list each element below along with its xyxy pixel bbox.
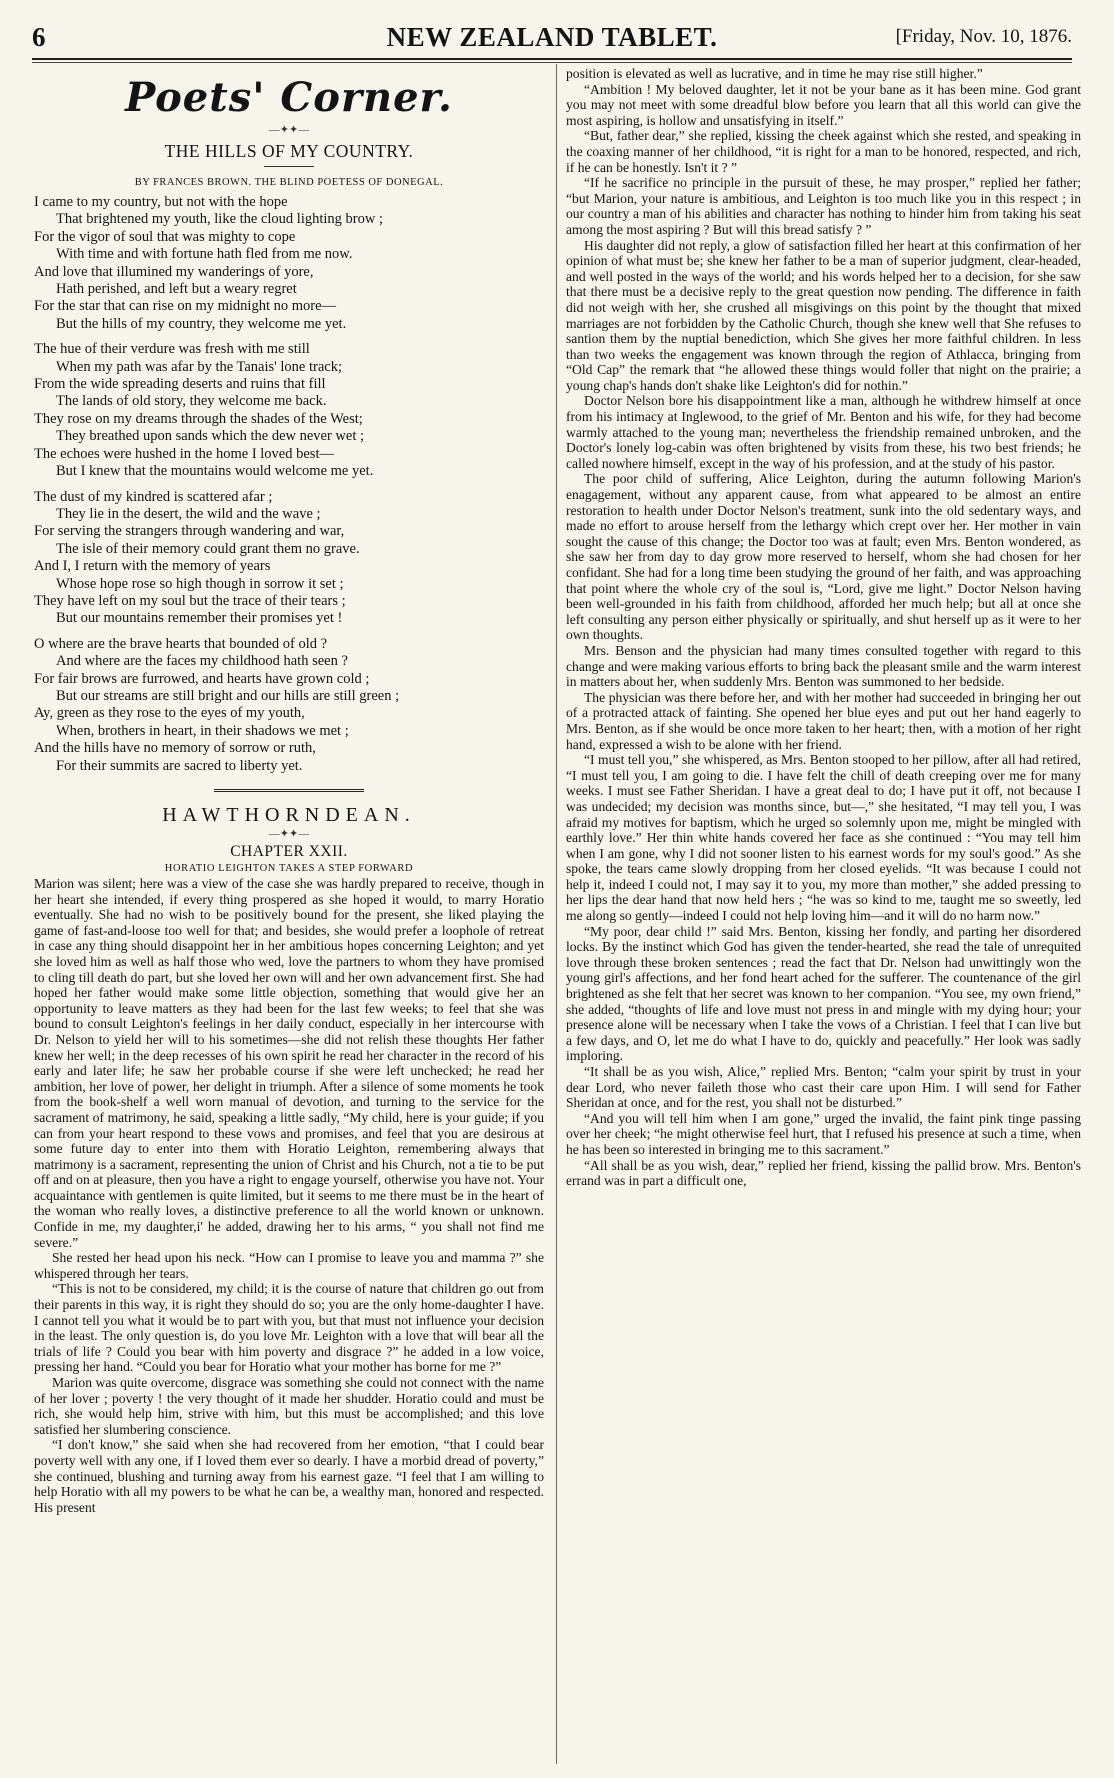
poem-line: O where are the brave hearts that bounded of old ? (34, 635, 328, 652)
story-paragraph: “It shall be as you wish, Alice,” replied Mrs. Benton; “calm your spirit by trust in your dear Lord, who never faileth those who cast their care upon Him. I will send for Father Sheridan at once, and for the rest, you shall not be disturbed.” (566, 1064, 1081, 1111)
left-column (34, 66, 544, 1766)
poem-stanza (34, 636, 544, 775)
serial-title: HAWTHORNDEAN. (162, 804, 416, 826)
header-rule (32, 62, 1072, 63)
poem-line: For the vigor of soul that was mighty to cope (34, 228, 296, 245)
poem-line: And the hills have no memory of sorrow or ruth, (34, 740, 316, 757)
poem-line: When my path was afar by the Tanais' lone track; (56, 358, 342, 375)
poem-stanza (34, 489, 544, 628)
page-number: 6 (32, 22, 46, 52)
ornament: —✦✦— (268, 828, 310, 840)
poem-line: Ay, green as they rose to the eyes of my youth, (34, 705, 305, 722)
story-paragraph: “And you will tell him when I am gone,” urged the invalid, the faint pink tinge passing over her cheek; “he might otherwise feel hurt, that I refused his presence at such a time, when he has been so interested in bringing me to this sacrament.” (566, 1110, 1081, 1157)
poem-line: For fair brows are furrowed, and hearts have grown cold ; (34, 670, 370, 687)
poem-line: With time and with fortune hath fled from me now. (56, 246, 353, 263)
poem-line: But I knew that the mountains would welcome me yet. (56, 463, 374, 480)
story-paragraph: Doctor Nelson bore his disappointment like a man, although he withdrew himself at once from his intimacy at Inglewood, to the grief of Mr. Benton and his wife, for they had become warmly attached to the young man; nevertheless the friendship remained unbroken, and the Doctor's lonely log-cabin was often brightened by visits from these, his two best friends; he called nowhere himself, except in the way of his profession, and at the study of his pastor. (566, 393, 1081, 471)
poem-line: But our streams are still bright and our hills are still green ; (56, 687, 400, 704)
poem-line: The isle of their memory could grant them no grave. (56, 540, 360, 557)
poem-line: But our mountains remember their promises yet ! (56, 610, 343, 627)
story-paragraph: “But, father dear,” she replied, kissing the cheek against which she rested, and speaking in the coaxing manner of her childhood, “it is right for a man to be honored, respected, and rich, if he can be honestly. Isn't it ? ” (566, 128, 1081, 175)
chapter-subtitle: HORATIO LEIGHTON TAKES A STEP FORWARD (164, 863, 414, 874)
poem-line: They have left on my soul but the trace of their tears ; (34, 592, 346, 609)
poem-line: When, brothers in heart, in their shadows we met ; (56, 722, 349, 739)
poem-stanza (34, 194, 544, 333)
chapter-heading: CHAPTER XXII. (230, 843, 348, 860)
column-divider (556, 64, 557, 1764)
story-paragraph: “I don't know,” she said when she had recovered from her emotion, “that I could bear poverty well with any one, if I loved them ever so dearly. I have a morbid dread of poverty,” she continued, blushing and turning away from his earnest gaze. “I feel that I am willing to help Horatio with all my powers to be what he can be, a wealthy man, honored and respected. His present (34, 1437, 544, 1515)
poem-line: From the wide spreading deserts and ruins that fill (34, 376, 326, 393)
poem-line: That brightened my youth, like the cloud lighting brow ; (56, 211, 384, 228)
poem-line: They rose on my dreams through the shades of the West; (34, 410, 363, 427)
section-title-poets-corner: Poets' Corner. (125, 74, 453, 121)
story-text-left (34, 876, 544, 1515)
ornament: —✦✦— (268, 124, 310, 136)
story-paragraph: position is elevated as well as lucrative, and in time he may rise still higher.” (566, 66, 983, 81)
poem-line: And where are the faces my childhood hath seen ? (56, 653, 348, 670)
story-text-right (566, 66, 1081, 1189)
poem-line: Hath perished, and left but a weary regret (56, 281, 297, 298)
poem-line: Whose hope rose so high though in sorrow it set ; (56, 575, 344, 592)
right-column (566, 66, 1081, 1766)
poem-line: But the hills of my country, they welcome me yet. (56, 315, 347, 332)
story-paragraph: “This is not to be considered, my child; it is the course of nature that children go out from their parents in this way, it is right they should do so; you are the only home-daughter I have. I cannot tell you what it would be to part with you, but that must not influence your decision in the least. The only question is, do you love Mr. Leighton with a love that will bear all the trials of life ? Could you bear with him poverty and disgrace ?” he added in a low voice, pressing her hand. “Could you bear for Horatio what your mother has borne for me ?” (34, 1281, 544, 1375)
poem-body (34, 194, 544, 775)
poem-line: For serving the strangers through wandering and war, (34, 523, 345, 540)
title-rule (264, 166, 314, 167)
section-separator (214, 789, 364, 794)
poem-line: The hue of their verdure was fresh with me still (34, 341, 310, 358)
story-paragraph: The physician was there before her, and with her mother had succeeded in bringing her out of a protracted attack of fainting. She opened her blue eyes and put out her hand eagerly to Mrs. Benton, as if she would be once more taken to her heart; then, with a motion of her right hand, expressed a wish to be alone with her friend. (566, 689, 1081, 752)
publication-title: NEW ZEALAND TABLET. (386, 22, 718, 52)
poem-title: THE HILLS OF MY COUNTRY. (164, 141, 414, 161)
story-paragraph: “If he sacrifice no principle in the pursuit of these, he may prosper,” replied her father; “but Marion, your nature is ambitious, and Leighton is too much like you in this respect ; in our country a man of his abilities and character has nothing to hinder him from taking his seat among the most aspiring ? But will this bread satisfy ? ” (566, 175, 1081, 237)
poem-line: They breathed upon sands which the dew never wet ; (56, 428, 365, 445)
story-paragraph: Mrs. Benson and the physician had many times consulted together with regard to this change and were making various efforts to bring back the pleasant smile and the warm interest in matters about her, when suddenly Mrs. Benton was summoned to her bedside. (566, 642, 1081, 690)
story-paragraph: She rested her head upon his neck. “How can I promise to leave you and mamma ?” she whispered through her tears. (34, 1250, 544, 1281)
story-paragraph: “All shall be as you wish, dear,” replied her friend, kissing the pallid brow. Mrs. Benton's errand was in part a difficult one, (566, 1157, 1081, 1189)
poem-line: And I, I return with the memory of years (34, 558, 271, 575)
poem-line: The echoes were hushed in the home I loved best— (34, 445, 334, 462)
story-paragraph: Marion was silent; here was a view of the case she was hardly prepared to receive, though in her heart she intended, if every thing prospered as she hoped it would, to marry Horatio eventually. She had no wish to be positively bound for the present, she liked playing the game of fast-and-loose too well for that; and besides, she would prefer a loophole of retreat in case any thing should disappoint her in her ambitious hopes concerning Leighton; and yet she loved him as well as half those who wed, love the partners to whom they have promised to cling till death do part, but she loved her own will and her own advancement first. She had hoped her father would make some little objection, something that would give her an opportunity to leave matters as they had been for the last few weeks; to feel that she was bound to consult Leighton's feelings in her daily conduct, especially in her intercourse with Dr. Nelson to yield her will to his sometimes—she did not relish these thoughts Her father knew her well; in the deep recesses of his own spirit he read her character in the record of his early and later life; he saw her probable course if she were left unchecked; he read her ambition, her love of power, her delight in triumph. After a silence of some moments he took from the book-shelf a well worn manual of devotion, and turning to the service for the sacrament of matrimony, he said, speaking a little sadly, “My child, here is your guide; if you can from your heart respond to these vows and promises, and feel that you are desirous at some future day to enter into them with Horatio Leighton, remembering always that matrimony is a sacrament, representing the union of Christ and his Church, not a tie to be put off and on at pleasure, then you have a right to engage yourself, otherwise you have not. Your acquaintance with gentlemen is quite limited, but it seems to me there must be in the heart of the woman who really loves, a distinctive preference to all the world known or unknown. Confide in me, my daughter,i' he added, drawing her to his arms, “ you shall not find me severe.” (34, 876, 544, 1250)
issue-date: [Friday, Nov. 10, 1876. (895, 26, 1072, 47)
story-paragraph: His daughter did not reply, a glow of satisfaction filled her heart at this confirmation of her opinion of what must be; she knew her father to be a man of superior judgment, clear-headed, and well posted in the ways of the world; and his words helped her to a decision, for she saw that there must be a decisive reply to the great question now pending. The difference in faith did not weigh with her, she crushed all misgivings on this point by the thought that mixed marriages are not forbidden by the Catholic Church, though she knew well that She refuses to santion them by the nuptial benediction, which She gives her more faithful children. In less than two weeks the engagement was known through the region of Athlacca, bringing from “Old Cap” the remark that “he allowed these things would foller that night on the prairie; a young chap's hands don't shake like Leighton's did for nothin.” (566, 237, 1081, 393)
poem-line: I came to my country, but not with the hope (34, 194, 288, 210)
poem-line: The dust of my kindred is scattered afar ; (34, 488, 273, 505)
poem-line: For the star that can rise on my midnight no more— (34, 298, 337, 315)
story-paragraph: “I must tell you,” she whispered, as Mrs. Benton stooped to her pillow, after all had retired, “I must tell you, I am going to die. I have felt the chill of death creeping over me for many weeks. I must see Father Sheridan. I have a great deal to do; I have put it off, not because I was undecided; my decision was months since, but—,” she hesitated, “I may tell you, I was afraid my motives for baptism, which he urged so solemnly upon me, might be mingled with earthly love.” Her thin white hands covered her face as she continued : “You may tell him when I am gone, why I did not sooner listen to his earnest words for my soul's good.” As she spoke, the tears came slowly dropping from her closed eyelids. “It was because I could not help it, indeed I could not, I may say it to you, my more than mother,” she added pressing to her lips the dear hand that now held hers ; “he was so kind to me, taught me so sweetly, led me along so gently—indeed I could not help loving him—and it will do no harm now.” (566, 752, 1081, 924)
story-paragraph: Marion was quite overcome, disgrace was something she could not connect with the name of her lover ; poverty ! the very thought of it made her shudder. Horatio could and must be rich, she would help him, strive with him, but this must be accomplished; and this love satisfied her slumbering conscience. (34, 1375, 544, 1437)
poem-line: And love that illumined my wanderings of yore, (34, 263, 314, 280)
story-paragraph: “My poor, dear child !” said Mrs. Benton, kissing her fondly, and parting her disordered locks. By the instinct which God has given the tender-hearted, she read the tale of unrequited love through these broken sentences ; read the fact that Dr. Nelson had unwittingly won the young girl's affections, and her fond heart ached for the sufferer. The countenance of the girl brightened as she felt that her secret was known to her companion. “You see, my own friend,” she added, “thoughts of life and love must not press in and mingle with my dying hour; your presence alone will be necessary when I take the vows of a Christian. I feel that I can live but a few days, and O, let me do what I have to do, quickly and peacefully.” Her look was sadly imploring. (566, 923, 1081, 1064)
poem-line: The lands of old story, they welcome me back. (56, 393, 327, 410)
poem-stanza (34, 341, 544, 480)
poem-byline: BY FRANCES BROWN. THE BLIND POETESS OF DONEGAL. (134, 177, 444, 188)
poem-line: They lie in the desert, the wild and the wave ; (56, 505, 321, 522)
page-header (32, 22, 1072, 60)
story-paragraph: “Ambition ! My beloved daughter, let it not be your bane as it has been mine. God grant you may not meet with some dreadful blow before you learn that all this world can give the most aspiring, is hollow and unsatisfying in itself.” (566, 81, 1081, 128)
poem-line: For their summits are sacred to liberty yet. (56, 757, 303, 774)
story-paragraph: The poor child of suffering, Alice Leighton, during the autumn following Marion's enagagement, without any apparent cause, from what appeared to be almost an entire restoration to health under Doctor Nelson's treatment, sunk into the old sedentary ways, and made no effort to arouse herself from the lethargy which crept over her. Her mother in vain sought the cause of this change; the Doctor too was at fault; even Mrs. Benton wondered, as she saw her from day to day grow more reserved to herself, whom she had chosen for her confidant. She had for a long time been studying the ground of her faith, and was approaching that point where the whole cry of the soul is, “Lord, give me light.” Doctor Nelson having been well-grounded in his faith from childhood, afforded her much help; but all at once she left consulting any person either physically or spiritually, and shut herself up as it were to her own thoughts. (566, 471, 1081, 643)
